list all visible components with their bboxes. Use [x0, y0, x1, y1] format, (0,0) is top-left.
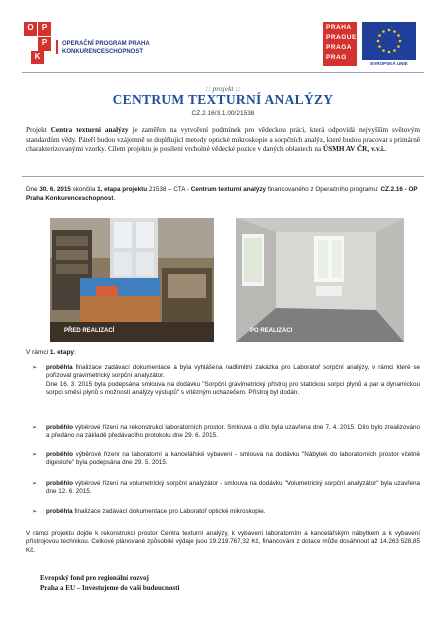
praha-logo-line: PRAGA	[326, 44, 352, 51]
praha-logo-line: PRAGUE	[326, 34, 357, 41]
photo-label-before: PŘED REALIZACÍ	[64, 328, 115, 334]
photo-before-realization	[50, 218, 214, 342]
arrow-bullet-icon: ➢	[32, 509, 38, 515]
section-divider	[22, 176, 424, 177]
intro-institution: ÚSMH AV ČR, v.v.i.	[322, 145, 385, 154]
opp-logo-letter: P	[38, 37, 51, 51]
photo-after-realization	[236, 218, 404, 342]
lab-before-image	[50, 218, 214, 342]
list-item: ➢ proběhlo výběrové řízení na volumetrický sorpční analyzátor - smlouva na dodávku "Volumetrický sorpční analyzátor" byla uzavřena dne 12. 6. 2015.	[32, 480, 420, 496]
project-code: CZ.2.16/3.1.00/21538	[191, 110, 255, 117]
lab-after-image	[236, 218, 404, 342]
list-item: ➢ proběhla finalizace zadávací dokumentace a byla vyhlášena nadlimitní zakázka pro Laboratoř sorpční analýzy, v rámci které se pořizoval gravimetrický sorpční analyzátor. Dne 16. 3. 2015 byla podepsána smlouva na dodávku "Sorpční gravimetrický přístroj pro statickou sorpci plynů a par a dynamickou sorpci směsí plynů s možností analýzy výstupů" s vítězným uchazečem. Přístroj byl dodán.	[32, 364, 420, 397]
arrow-bullet-icon: ➢	[32, 452, 38, 458]
stage-section-heading: V rámci 1. etapy:	[26, 349, 76, 356]
page-title: CENTRUM TEXTURNÍ ANALÝZY	[112, 92, 334, 107]
opp-logo-letter: P	[38, 22, 51, 36]
project-kicker: :: projekt ::	[205, 84, 241, 93]
intro-highlight: Centra texturní analýzy	[50, 126, 129, 134]
opp-logo	[24, 22, 52, 64]
opp-program-line1: OPERAČNÍ PROGRAM PRAHA	[62, 41, 150, 47]
opp-program-line2: KONKURENCESCHOPNOST	[62, 49, 144, 55]
eu-caption: EVROPSKÁ UNIE	[370, 61, 408, 66]
header-divider	[22, 72, 424, 73]
praha-logo	[323, 22, 357, 66]
arrow-bullet-icon: ➢	[32, 365, 38, 371]
opp-logo-letter: O	[24, 22, 37, 36]
arrow-bullet-icon: ➢	[32, 425, 38, 431]
eu-flag-icon	[362, 22, 416, 60]
project-intro: Projekt Centra texturní analýzy je zaměřen na vytvoření podmínek pro vědeckou práci, která odpovídá nejvyšším světovým standardům vědy. Páteří budou vzájemně se doplňující metody optické mikroskopie a sorpčních analýz, které budou pracovat s primárně charakterizovanými vzorky. Cílem projektu je posílení vrcholné vědecké pozice v daných oblastech na ÚSMH AV ČR, v.v.i..	[26, 126, 420, 154]
closing-paragraph: V rámci projektu dojde k rekonstrukci prostor Centra texturní analýzy, k vybavení laboratorním a kancelářským nábytkem a k vybavení přístrojovou technikou. Celkové plánované způsobilé výdaje jsou 19.219.767,32 Kč, financování z dotace může dosáhnout až 14.263 528,85 Kč.	[26, 530, 420, 554]
list-item: ➢ proběhlo výběrové řízení na rekonstrukci laboratorních prostor. Smlouva o dílo byla uzavřena dne 7. 4. 2015. Dílo bylo zrealizováno a předáno na základě předávacího protokolu dne 29. 6. 2015.	[32, 424, 420, 440]
eu-stars-icon	[362, 22, 416, 60]
opp-logo-letter: K	[31, 51, 44, 64]
list-item: ➢ proběhla finalizace zadávací dokumentace pro Laboratoř optické mikroskopie.	[32, 508, 266, 515]
stage-summary: Dne 30. 6. 2015 skončila 1. etapa projektu 21538 – CTA - Centrum texturní analýzy financovaného z Operačního programu: CZ.2.16 - OP Praha Konkurenceschopnost.	[26, 186, 418, 202]
praha-logo-line: PRAG	[326, 54, 347, 61]
praha-logo-line: PRAHA	[326, 24, 352, 31]
opp-program-name	[62, 40, 150, 56]
list-item: ➢ proběhlo výběrové řízení na laboratorní a kancelářské vybavení - smlouva na dodávku "Nábytek do laboratorních prostor včetně digestoře" byla podepsána dne 29. 5. 2015.	[32, 451, 420, 467]
photo-label-after: PO REALIZACI	[250, 328, 293, 334]
footer-fund: Evropský fond pro regionální rozvoj	[40, 574, 149, 582]
arrow-bullet-icon: ➢	[32, 481, 38, 487]
footer-slogan: Praha a EU – Investujeme do vaší budoucnosti	[40, 584, 180, 592]
